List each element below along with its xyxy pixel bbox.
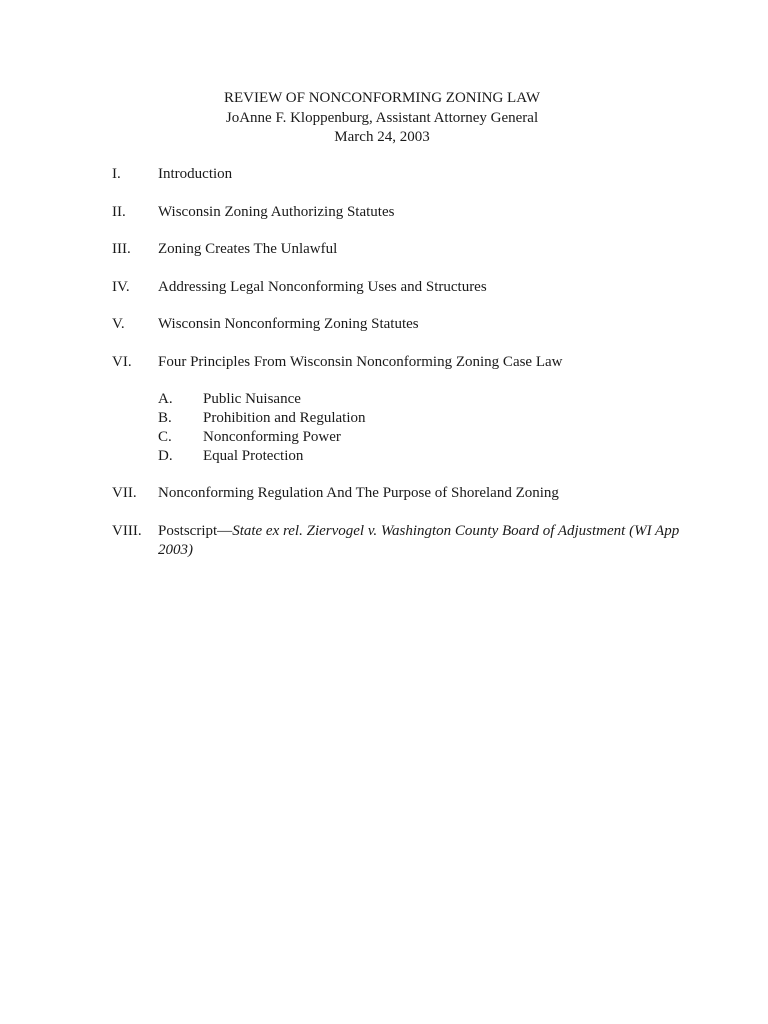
document-header [0, 89, 766, 148]
outline-text: Wisconsin Nonconforming Zoning Statutes [158, 316, 419, 332]
outline-text: Addressing Legal Nonconforming Uses and Structures [158, 278, 487, 295]
outline-text: Four Principles From Wisconsin Nonconforming Zoning Case Law [158, 353, 563, 370]
outline-number: II. [112, 203, 126, 220]
outline-number: VII. [112, 485, 137, 501]
outline-item-8 [112, 522, 712, 560]
document-title: REVIEW OF NONCONFORMING ZONING LAW [223, 90, 540, 106]
outline-item-5 [112, 315, 712, 334]
outline-item-2 [112, 203, 712, 222]
outline-item-7 [112, 484, 712, 503]
subitem-letter: D. [158, 447, 173, 464]
outline-number: V. [112, 316, 125, 332]
postscript-label: Postscript— [158, 522, 233, 539]
outline-text: Zoning Creates The Unlawful [158, 241, 338, 257]
outline-subitem-d [158, 447, 712, 466]
outline-item-1 [112, 165, 712, 184]
outline-subitem-b [158, 409, 712, 428]
outline-number: III. [112, 241, 131, 257]
outline [112, 165, 712, 578]
document-date: March 24, 2003 [334, 129, 430, 145]
subitem-text: Equal Protection [203, 447, 304, 464]
outline-item-6 [112, 353, 712, 466]
outline-text [158, 522, 712, 560]
outline-subitem-a [158, 390, 712, 409]
outline-text: Nonconforming Regulation And The Purpose of Shoreland Zoning [158, 485, 559, 501]
outline-text: Introduction [158, 166, 233, 182]
outline-number: IV. [112, 278, 130, 295]
outline-text: Wisconsin Zoning Authorizing Statutes [158, 203, 395, 220]
outline-subitem-c [158, 428, 712, 447]
subitem-text: Public Nuisance [203, 390, 301, 407]
subitem-text: Prohibition and Regulation [203, 409, 366, 426]
subitem-letter: A. [158, 390, 173, 407]
subitem-letter: C. [158, 428, 172, 445]
subitem-letter: B. [158, 409, 172, 426]
outline-number: VI. [112, 353, 132, 370]
case-citation: State ex rel. Ziervogel v. Washington County Board of Adjustment (WI App 2003) [158, 522, 680, 558]
outline-subitems [158, 390, 712, 466]
document-author: JoAnne F. Kloppenburg, Assistant Attorney General [225, 109, 539, 126]
outline-item-4 [112, 278, 712, 297]
outline-number: I. [112, 166, 121, 182]
outline-item-3 [112, 240, 712, 259]
subitem-text: Nonconforming Power [203, 428, 341, 445]
outline-number: VIII. [112, 522, 142, 539]
